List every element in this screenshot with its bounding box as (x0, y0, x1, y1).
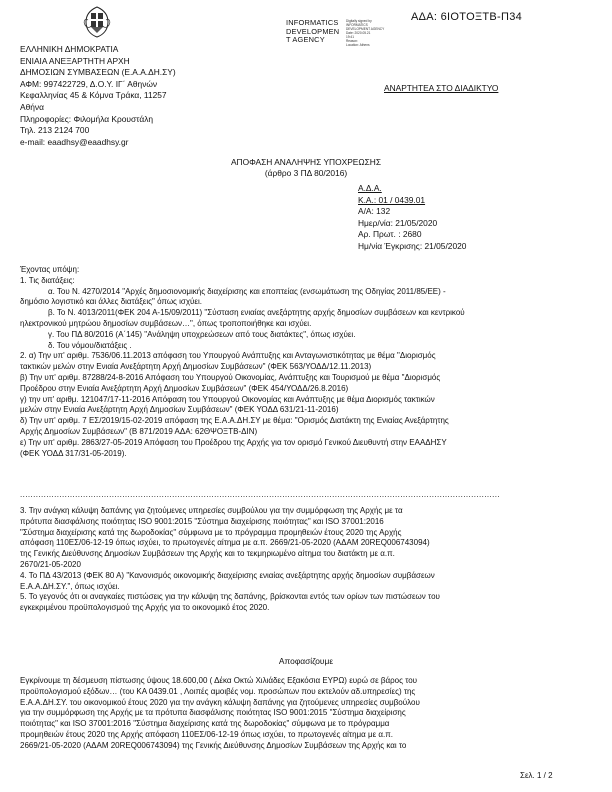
signature-line: Digitally signed by (346, 19, 372, 23)
body-line: β) Την υπ' αριθμ. 87288/24-8-2016 Απόφαση του Υπουργού Οικονομίας, Ανάπτυξης και Τουρισμού με θέμα "Διορισμός (20, 372, 441, 382)
signer-line: DEVELOPMEN (286, 26, 340, 36)
body-line: 4. Το ΠΔ 43/2013 (ΦΕΚ 80 Α) "Κανονισμός οικονομικής διαχείρισης ενιαίας ανεξάρτητης αρχής δημοσίων συμβάσεων (20, 570, 435, 580)
body-line: ποιότητας" και ISO 37001:2016 "Σύστημα διαχείρισης κατά της δωροδοκίας" σύμφωνα με το πρόγραμμα (20, 719, 390, 729)
document-subtitle: (άρθρο 3 ΠΔ 80/2016) (264, 167, 348, 178)
signature-line: Reason: (346, 39, 358, 43)
body-line: Ε.Α.Α.ΔΗ.ΣΥ.", όπως ισχύει. (20, 581, 120, 591)
body-line: 1. Τις διατάξεις: (20, 275, 75, 285)
body-line: 3. Την ανάγκη κάλυψη δαπάνης για ζητούμενες υπηρεσίες συμβούλου για την συμμόρφωση της Αρχής με τα (20, 506, 403, 515)
body-line: τακτικών μελών στην Ενιαία Ανεξάρτητη Αρχή Δημοσίων Συμβάσεων" (ΦΕΚ 563/ΥΟΔΔ/12.11.2013) (20, 362, 372, 372)
body-line: 2670/21-05-2020 (20, 559, 81, 569)
signature-line: Location: Athens (346, 43, 370, 47)
considerations-continued (20, 506, 595, 614)
body-line: Προέδρου στην Ενιαία Ανεξάρτητη Αρχή Δημοσίων Συμβάσεων" (ΦΕΚ 454/ΥΟΔΔ/26.8.2016) (20, 383, 349, 393)
header-line: ΕΛΛΗΝΙΚΗ ΔΗΜΟΚΡΑΤΙΑ (20, 44, 119, 54)
signature-line: INFORMATICS (346, 23, 368, 27)
body-line: Έχοντας υπόψη: (20, 265, 80, 274)
document-title-block (0, 157, 612, 179)
signer-organization (286, 19, 339, 45)
signer-line: T AGENCY (286, 35, 325, 45)
body-line: γ) την υπ' αριθμ. 121047/17-11-2016 Απόφαση του Υπουργού Οικονομίας και Ανάπτυξης με θέμα Διορισμός τακτικών (20, 394, 435, 404)
dotted-separator: ....................................................................................................................................................................................... (20, 490, 500, 499)
body-line: μελών στην Ενιαία Ανεξάρτητη Αρχή Δημοσίων Συμβάσεων" (ΦΕΚ ΥΟΔΔ 631/21-11-2016) (20, 405, 339, 415)
header-line: ΑΦΜ: 997422729, Δ.Ο.Υ. ΙΓ΄ Αθηνών (20, 78, 158, 89)
body-line: 5. Το γεγονός ότι οι αναγκαίες πιστώσεις για την κάλυψη της δαπάνης, βρίσκονται εντός των ορίων των πιστώσεων του (20, 592, 440, 602)
serial-number: Α/Α: 132 (358, 206, 391, 217)
budget-code: Κ.Α.: 01 / 0439.01 (358, 194, 426, 205)
signature-line: Date: 2020.05.21 (346, 31, 371, 35)
header-line: e-mail: eaadhsy@eaadhsy.gr (20, 136, 129, 147)
digital-signature-text (346, 19, 384, 47)
authority-header (20, 44, 176, 148)
body-line: απόφαση 110ΕΣ/06-12-19 όπως ισχύει, το πρωτογενές αίτημα με α.π. 2669/21-05-2020 (ΑΔΑΜ 20REQ006743094) (20, 538, 430, 548)
decision-text (20, 676, 595, 752)
signature-line: 19:41 (346, 35, 354, 39)
body-line: δ. Του νόμου/διατάξεις . (48, 340, 132, 350)
body-line: πρότυπα διασφάλισης ποιότητας ISO 9001:2015 "Σύστημα διαχείρισης ποιότητας" και ISO 37001:2016 (20, 516, 384, 526)
ada-code-top: ΑΔΑ: 6ΙΟΤΟΞΤΒ-Π34 (411, 11, 523, 23)
document-title: ΑΠΟΦΑΣΗ ΑΝΑΛΗΨΗΣ ΥΠΟΧΡΕΩΣΗΣ (230, 157, 382, 167)
header-line: Πληροφορίες: Φιλομήλα Κρουστάλη (20, 113, 154, 124)
signer-line: INFORMATICS (286, 18, 339, 27)
considerations-section (20, 265, 590, 459)
header-line: Τηλ. 213 2124 700 (20, 125, 90, 136)
page-number: Σελ. 1 / 2 (520, 771, 553, 780)
body-line: 2669/21-05-2020 (ΑΔΑΜ 20REQ006743094) της Γενικής Διεύθυνσης Δημοσίων Συμβάσεων της Αρχής και το (20, 740, 407, 750)
body-line: β. Το Ν. 4013/2011(ΦΕΚ 204 Α-15/09/2011) "Σύσταση ενιαίας ανεξάρτητης αρχής δημοσίων συμβάσεων και κεντρικού (48, 308, 465, 318)
body-line: για την συμμόρφωση της Αρχής με τα πρότυπα διασφάλισης ποιότητας ISO 9001:2015 "Σύστημα διαχείρισης (20, 708, 406, 718)
approval-date: Ημ/νία Έγκρισης: 21/05/2020 (358, 240, 467, 251)
header-line: ΕΝΙΑΙΑ ΑΝΕΞΑΡΤΗΤΗ ΑΡΧΗ (20, 55, 130, 66)
header-line: Κεφαλληνίας 45 & Κόμνα Τράκα, 11257 (20, 90, 167, 101)
protocol-number: Αρ. Πρωτ. : 2680 (358, 229, 422, 240)
body-line: της Γενικής Διεύθυνσης Δημοσίων Συμβάσεων της Αρχής και το τεκμηριωμένο αίτημα του διατάκτη με α.π. (20, 549, 395, 559)
body-line: προϋπολογισμού εξόδων… (του ΚΑ 0439.01 , Λοιπές αμοιβές νομ. προσώπων που εκτελούν αδ.υπηρεσίες) της (20, 686, 416, 696)
body-line: Εγκρίνουμε τη δέσμευση πίστωσης ύψους 18.600,00 ( Δέκα Οκτώ Χιλιάδες Εξακόσια ΕΥΡΩ) ευρώ σε βάρος του (20, 676, 418, 685)
body-line: "Σύστημα διαχείρισης κατά της δωροδοκίας" σύμφωνα με το πρόγραμμα προμηθειών έτους 2020 της Αρχής (20, 527, 402, 537)
body-line: ε) Την υπ' αριθμ. 2863/27-05-2019 Απόφαση του Προέδρου της Αρχής για τον ορισμό Γενικού Διευθυντή στην ΕΑΑΔΗΣΥ (20, 437, 447, 447)
body-line: α. Του Ν. 4270/2014 "Αρχές δημοσιονομικής διαχείρισης και εποπτείας (ενσωμάτωση της Οδηγίας 2011/85/ΕΕ) - (48, 286, 446, 296)
body-line: 2. α) Την υπ' αριθμ. 7536/06.11.2013 απόφαση του Υπουργού Ανάπτυξης και Ανταγωνιστικότητας με θέμα "Διορισμός (20, 351, 436, 361)
body-line: γ. Του ΠΔ 80/2016 (Α΄145) "Ανάληψη υποχρεώσεων από τους διατάκτες", όπως ισχύει. (48, 329, 356, 339)
decision-heading: Αποφασίζουμε (278, 656, 334, 666)
body-line: εγκεκριμένου προϋπολογισμού της Αρχής για το οικονομικό έτος 2020. (20, 603, 270, 613)
greek-emblem-icon (82, 6, 112, 38)
body-line: Αρχής Δημοσίων Συμβάσεων" (Β 871/2019 ΑΔΑ: 62ΘΨΟΞΤΒ-ΔΙΝ) (20, 426, 258, 436)
body-line: (ΦΕΚ ΥΟΔΔ 317/31-05-2019). (20, 448, 127, 458)
reference-block (358, 183, 466, 253)
header-line: Αθήνα (20, 101, 44, 112)
ada-label: Α.Δ.Α. (358, 183, 382, 193)
publish-online-notice: ΑΝΑΡΤΗΤΕΑ ΣΤΟ ΔΙΑΔΙΚΤΥΟ (384, 83, 499, 93)
signature-line: DEVELOPMENT AGENCY (346, 27, 385, 31)
body-line: ηλεκτρονικού μητρώου δημοσίων συμβάσεων…", όπως τροποποιήθηκε και ισχύει. (20, 318, 312, 328)
body-line: δημόσιο λογιστικό και άλλες διατάξεις" όπως ισχύει. (20, 297, 202, 307)
body-line: προμηθειών έτους 2020 της Αρχής απόφαση 110ΕΣ/06-12-19 όπως ισχύει, το πρωτογενές αίτημα με α.π. (20, 729, 393, 739)
header-line: ΔΗΜΟΣΙΩΝ ΣΥΜΒΑΣΕΩΝ (Ε.Α.Α.ΔΗ.ΣΥ) (20, 67, 176, 78)
document-date: Ημερ/νία: 21/05/2020 (358, 217, 438, 228)
body-line: δ) Την υπ' αριθμ. 7 ΕΣ/2019/15-02-2019 απόφαση της Ε.Α.Α.ΔΗ.ΣΥ με θέμα: "Ορισμός Διατάκτη της Ενιαίας Ανεξάρτητης (20, 416, 449, 426)
body-line: Ε.Α.Α.ΔΗ.ΣΥ. του οικονομικού έτους 2020 για την ανάγκη κάλυψη δαπάνης για ζητούμενες υπηρεσίες συμβούλου (20, 697, 420, 707)
